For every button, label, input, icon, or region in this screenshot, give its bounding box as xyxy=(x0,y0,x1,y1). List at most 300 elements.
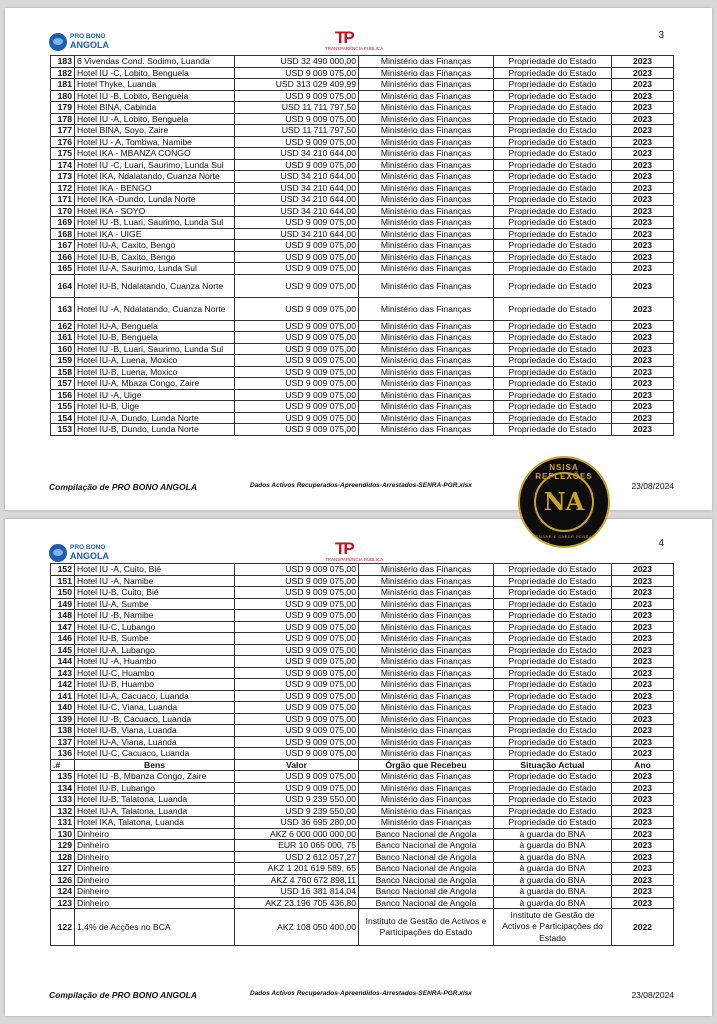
row-year: 2023 xyxy=(612,343,674,355)
row-recipient: Instituto de Gestão de Activos e Participações do Estado xyxy=(359,909,494,946)
row-value: USD 16 381 814,04 xyxy=(235,886,359,898)
row-number: 172 xyxy=(51,182,75,194)
row-number: 181 xyxy=(51,79,75,91)
row-value: AKZ 6 000 000 000,00 xyxy=(235,828,359,840)
row-number: 124 xyxy=(51,886,75,898)
row-status: Propriedade do Estado xyxy=(494,320,612,332)
row-number: 146 xyxy=(51,633,75,645)
row-asset: Dinheiro xyxy=(75,897,235,909)
row-asset: Hotel IKA -Dundo, Lunda Norte xyxy=(75,194,235,206)
table-row xyxy=(51,343,674,355)
logo-line-2: ANGOLA xyxy=(70,40,109,50)
table-row xyxy=(51,610,674,622)
row-number: 169 xyxy=(51,217,75,229)
footer-compilation: Compilação de PRO BONO ANGOLA xyxy=(49,482,197,492)
row-value: USD 9 009 075,00 xyxy=(235,251,359,263)
row-recipient: Ministério das Finanças xyxy=(359,113,494,125)
row-status: Propriedade do Estado xyxy=(494,598,612,610)
row-number: 134 xyxy=(51,782,75,794)
row-number: 161 xyxy=(51,332,75,344)
row-year: 2023 xyxy=(612,79,674,91)
row-number: 128 xyxy=(51,851,75,863)
table-row xyxy=(51,297,674,320)
row-recipient: Ministério das Finanças xyxy=(359,575,494,587)
row-recipient: Ministério das Finanças xyxy=(359,378,494,390)
table-row xyxy=(51,274,674,297)
row-status: Propriedade do Estado xyxy=(494,297,612,320)
row-year: 2023 xyxy=(612,610,674,622)
row-year: 2023 xyxy=(612,713,674,725)
table-row xyxy=(51,205,674,217)
row-asset: Dinheiro xyxy=(75,863,235,875)
row-value: USD 9 009 075,00 xyxy=(235,656,359,668)
row-status: Propriedade do Estado xyxy=(494,113,612,125)
row-recipient: Ministério das Finanças xyxy=(359,102,494,114)
row-number: 141 xyxy=(51,690,75,702)
row-year: 2022 xyxy=(612,909,674,946)
logo-line-1: PRO BONO xyxy=(70,33,106,40)
column-header-row xyxy=(51,759,674,771)
row-value: USD 9 009 075,00 xyxy=(235,355,359,367)
row-recipient: Ministério das Finanças xyxy=(359,667,494,679)
row-number: 174 xyxy=(51,159,75,171)
column-header-number: .# xyxy=(51,759,75,771)
table-row xyxy=(51,748,674,760)
row-asset: Hotel IU-B, Huambo xyxy=(75,679,235,691)
row-number: 164 xyxy=(51,274,75,297)
row-status: Propriedade do Estado xyxy=(494,782,612,794)
row-asset: Hotel IU -B, Luari, Saurimo, Lunda Sul xyxy=(75,217,235,229)
row-asset: Hotel IU-C, Cacuaco, Luanda xyxy=(75,748,235,760)
assets-table-body xyxy=(51,56,674,436)
row-value: USD 9 009 075,00 xyxy=(235,113,359,125)
row-asset: Hotel Thyke, Luanda xyxy=(75,79,235,91)
table-row xyxy=(51,136,674,148)
row-number: 135 xyxy=(51,771,75,783)
row-status: Propriedade do Estado xyxy=(494,564,612,576)
row-status: Propriedade do Estado xyxy=(494,713,612,725)
column-header-bens: Bens xyxy=(75,759,235,771)
row-asset: Hotel IU-B, Viana, Luanda xyxy=(75,725,235,737)
table-row xyxy=(51,125,674,137)
row-year: 2023 xyxy=(612,136,674,148)
seal-subtext: PENSAR E SABER PENSAR xyxy=(532,534,596,539)
table-row xyxy=(51,355,674,367)
footer-date: 23/08/2024 xyxy=(631,481,674,491)
row-asset: Hotel IU-A, Lubango xyxy=(75,644,235,656)
row-number: 123 xyxy=(51,897,75,909)
row-number: 175 xyxy=(51,148,75,160)
row-year: 2023 xyxy=(612,564,674,576)
table-row xyxy=(51,159,674,171)
row-asset: Hotel IU-A, Cacuaco, Luanda xyxy=(75,690,235,702)
row-value: USD 9 239 550,00 xyxy=(235,794,359,806)
row-year: 2023 xyxy=(612,621,674,633)
row-year: 2023 xyxy=(612,412,674,424)
row-year: 2023 xyxy=(612,679,674,691)
row-number: 147 xyxy=(51,621,75,633)
row-value: USD 9 009 075,00 xyxy=(235,621,359,633)
row-asset: Hotel IU-A, Dundo, Lunda Norte xyxy=(75,412,235,424)
row-recipient: Ministério das Finanças xyxy=(359,401,494,413)
row-value: USD 313 029 409,99 xyxy=(235,79,359,91)
table-row xyxy=(51,633,674,645)
table-row xyxy=(51,886,674,898)
row-status: à guarda do BNA xyxy=(494,886,612,898)
table-row xyxy=(51,182,674,194)
row-number: 149 xyxy=(51,598,75,610)
row-recipient: Ministério das Finanças xyxy=(359,564,494,576)
table-row xyxy=(51,840,674,852)
row-status: Propriedade do Estado xyxy=(494,621,612,633)
logo-line-1: PRO BONO xyxy=(70,544,106,551)
row-asset: Hotel IU-B, Cuito, Bié xyxy=(75,587,235,599)
row-recipient: Ministério das Finanças xyxy=(359,713,494,725)
row-status: Propriedade do Estado xyxy=(494,378,612,390)
row-year: 2023 xyxy=(612,598,674,610)
row-status: Propriedade do Estado xyxy=(494,205,612,217)
row-status: Propriedade do Estado xyxy=(494,679,612,691)
row-asset: Hotel IU-A, Viana, Luanda xyxy=(75,736,235,748)
table-row xyxy=(51,863,674,875)
tp-logo-text: TRANSPARÊNCIA PÚBLICA xyxy=(325,557,384,562)
footer-filename: Dados Activos Recuperados-Apreendidos-Arrestados-SENRA-PGR.xlsx xyxy=(250,482,472,489)
row-asset: Hotel IU-B, Ndalatando, Cuanza Norte xyxy=(75,274,235,297)
row-recipient: Ministério das Finanças xyxy=(359,679,494,691)
table-row xyxy=(51,587,674,599)
row-number: 179 xyxy=(51,102,75,114)
table-row xyxy=(51,897,674,909)
row-recipient: Ministério das Finanças xyxy=(359,263,494,275)
row-status: à guarda do BNA xyxy=(494,874,612,886)
row-recipient: Ministério das Finanças xyxy=(359,656,494,668)
row-number: 132 xyxy=(51,805,75,817)
row-year: 2023 xyxy=(612,332,674,344)
row-number: 151 xyxy=(51,575,75,587)
row-value: USD 9 009 075,00 xyxy=(235,263,359,275)
row-asset: Hotel IU -A, Uige xyxy=(75,389,235,401)
table-row xyxy=(51,389,674,401)
row-recipient: Banco Nacional de Angola xyxy=(359,874,494,886)
row-status: à guarda do BNA xyxy=(494,863,612,875)
row-year: 2023 xyxy=(612,702,674,714)
row-recipient: Ministério das Finanças xyxy=(359,794,494,806)
table-row xyxy=(51,575,674,587)
row-number: 138 xyxy=(51,725,75,737)
row-value: AKZ 4 760 672 898,11 xyxy=(235,874,359,886)
row-recipient: Ministério das Finanças xyxy=(359,343,494,355)
table-row xyxy=(51,251,674,263)
row-asset: Hotel IU-B, Dundo, Lunda Norte xyxy=(75,424,235,436)
table-row xyxy=(51,366,674,378)
row-year: 2023 xyxy=(612,56,674,68)
table-row xyxy=(51,805,674,817)
table-row xyxy=(51,194,674,206)
row-year: 2023 xyxy=(612,125,674,137)
assets-table xyxy=(50,563,674,946)
row-status: à guarda do BNA xyxy=(494,897,612,909)
row-value: AKZ 108 050 400,00 xyxy=(235,909,359,946)
row-year: 2023 xyxy=(612,205,674,217)
row-asset: Hotel IU -A, Huambo xyxy=(75,656,235,668)
table-row xyxy=(51,851,674,863)
row-asset: Hotel BINA, Soyo, Zaire xyxy=(75,125,235,137)
row-asset: Hotel IU -C, Lobito, Benguela xyxy=(75,67,235,79)
tp-logo-text: TRANSPARÊNCIA PÚBLICA xyxy=(325,46,384,51)
row-number: 152 xyxy=(51,564,75,576)
row-value: USD 9 009 075,00 xyxy=(235,378,359,390)
row-status: à guarda do BNA xyxy=(494,851,612,863)
table-row xyxy=(51,67,674,79)
row-year: 2023 xyxy=(612,782,674,794)
row-status: Propriedade do Estado xyxy=(494,412,612,424)
assets-table-body xyxy=(51,564,674,760)
row-year: 2023 xyxy=(612,817,674,829)
row-status: Propriedade do Estado xyxy=(494,67,612,79)
row-status: Propriedade do Estado xyxy=(494,424,612,436)
table-row xyxy=(51,378,674,390)
row-status: Propriedade do Estado xyxy=(494,771,612,783)
table-row xyxy=(51,320,674,332)
row-value: USD 9 009 075,00 xyxy=(235,401,359,413)
table-row xyxy=(51,263,674,275)
row-recipient: Ministério das Finanças xyxy=(359,297,494,320)
row-year: 2023 xyxy=(612,874,674,886)
row-number: 153 xyxy=(51,424,75,436)
row-year: 2023 xyxy=(612,794,674,806)
table-row xyxy=(51,874,674,886)
row-value: USD 34 210 644,00 xyxy=(235,171,359,183)
table-row xyxy=(51,401,674,413)
row-value: USD 32 490 000,00 xyxy=(235,56,359,68)
row-year: 2023 xyxy=(612,90,674,102)
transparencia-publica-logo xyxy=(325,28,395,54)
transparencia-publica-logo xyxy=(325,539,395,565)
row-number: 170 xyxy=(51,205,75,217)
table-row xyxy=(51,90,674,102)
footer-date: 23/08/2024 xyxy=(631,990,674,1000)
row-value: USD 9 009 075,00 xyxy=(235,575,359,587)
row-recipient: Ministério das Finanças xyxy=(359,702,494,714)
row-number: 177 xyxy=(51,125,75,137)
row-value: USD 9 009 075,00 xyxy=(235,713,359,725)
table-row xyxy=(51,679,674,691)
row-number: 131 xyxy=(51,817,75,829)
table-row xyxy=(51,332,674,344)
row-year: 2023 xyxy=(612,840,674,852)
row-value: USD 9 009 075,00 xyxy=(235,343,359,355)
table-row xyxy=(51,113,674,125)
table-row xyxy=(51,794,674,806)
row-asset: Hotel IU -B, Lobito, Benguela xyxy=(75,90,235,102)
row-asset: Hotel IU-A, Saurimo, Lunda Sul xyxy=(75,263,235,275)
row-asset: Hotel IU-C, Lubango xyxy=(75,621,235,633)
row-recipient: Ministério das Finanças xyxy=(359,251,494,263)
table-row xyxy=(51,782,674,794)
row-year: 2023 xyxy=(612,263,674,275)
row-asset: Hotel IU -A, Lobito, Benguela xyxy=(75,113,235,125)
row-status: Propriedade do Estado xyxy=(494,366,612,378)
row-recipient: Ministério das Finanças xyxy=(359,159,494,171)
row-recipient: Ministério das Finanças xyxy=(359,610,494,622)
row-year: 2023 xyxy=(612,633,674,645)
row-value: USD 9 009 075,00 xyxy=(235,633,359,645)
row-number: 140 xyxy=(51,702,75,714)
table-row xyxy=(51,690,674,702)
row-value: USD 9 009 075,00 xyxy=(235,564,359,576)
row-asset: Hotel IU -C, Luari, Saurimo, Lunda Sul xyxy=(75,159,235,171)
row-recipient: Banco Nacional de Angola xyxy=(359,886,494,898)
row-recipient: Ministério das Finanças xyxy=(359,182,494,194)
row-recipient: Ministério das Finanças xyxy=(359,598,494,610)
row-year: 2023 xyxy=(612,690,674,702)
row-value: USD 9 009 075,00 xyxy=(235,366,359,378)
row-year: 2023 xyxy=(612,228,674,240)
row-value: USD 34 210 644,00 xyxy=(235,194,359,206)
row-recipient: Ministério das Finanças xyxy=(359,621,494,633)
row-number: 178 xyxy=(51,113,75,125)
table-row xyxy=(51,909,674,946)
assets-table xyxy=(50,55,674,436)
row-number: 130 xyxy=(51,828,75,840)
table-row xyxy=(51,148,674,160)
row-value: USD 9 009 075,00 xyxy=(235,240,359,252)
row-recipient: Ministério das Finanças xyxy=(359,412,494,424)
row-year: 2023 xyxy=(612,644,674,656)
row-recipient: Ministério das Finanças xyxy=(359,355,494,367)
row-asset: Hotel IU-A, Talatona, Luanda xyxy=(75,805,235,817)
row-asset: Dinheiro xyxy=(75,851,235,863)
table-row xyxy=(51,412,674,424)
pro-bono-angola-logo xyxy=(49,541,139,565)
row-value: USD 2 612 057,27 xyxy=(235,851,359,863)
assets-table-last xyxy=(51,909,674,946)
row-value: USD 9 009 075,00 xyxy=(235,67,359,79)
row-value: USD 9 009 075,00 xyxy=(235,90,359,102)
row-recipient: Ministério das Finanças xyxy=(359,748,494,760)
row-value: USD 36 695 280,00 xyxy=(235,817,359,829)
logo-line-2: ANGOLA xyxy=(70,551,109,561)
table-row xyxy=(51,424,674,436)
row-asset: Hotel IU-B, Talatona, Luanda xyxy=(75,794,235,806)
row-status: Propriedade do Estado xyxy=(494,587,612,599)
row-recipient: Banco Nacional de Angola xyxy=(359,851,494,863)
row-asset: Hotel BINA, Cabinda xyxy=(75,102,235,114)
row-number: 173 xyxy=(51,171,75,183)
row-status: Propriedade do Estado xyxy=(494,401,612,413)
row-value: USD 9 009 075,00 xyxy=(235,690,359,702)
row-year: 2023 xyxy=(612,148,674,160)
row-status: Propriedade do Estado xyxy=(494,725,612,737)
row-value: USD 9 009 075,00 xyxy=(235,610,359,622)
row-asset: Hotel IU-B, Sumbe xyxy=(75,633,235,645)
row-asset: Hotel IU-B, Uige xyxy=(75,401,235,413)
row-status: Propriedade do Estado xyxy=(494,102,612,114)
document-page-3 xyxy=(5,8,712,510)
row-recipient: Ministério das Finanças xyxy=(359,782,494,794)
row-value: AKZ 1 201 619 589, 65 xyxy=(235,863,359,875)
row-recipient: Ministério das Finanças xyxy=(359,125,494,137)
row-recipient: Ministério das Finanças xyxy=(359,79,494,91)
row-recipient: Ministério das Finanças xyxy=(359,67,494,79)
row-asset: Hotel IU -B, Namibe xyxy=(75,610,235,622)
row-year: 2023 xyxy=(612,355,674,367)
row-asset: Hotel IU -B, Mbanza Congo, Zaire xyxy=(75,771,235,783)
row-recipient: Ministério das Finanças xyxy=(359,194,494,206)
row-value: USD 9 009 075,00 xyxy=(235,424,359,436)
row-asset: Hotel IU-A, Benguela xyxy=(75,320,235,332)
row-recipient: Ministério das Finanças xyxy=(359,805,494,817)
row-status: Propriedade do Estado xyxy=(494,343,612,355)
row-number: 145 xyxy=(51,644,75,656)
row-year: 2023 xyxy=(612,771,674,783)
row-recipient: Ministério das Finanças xyxy=(359,228,494,240)
table-row xyxy=(51,828,674,840)
row-status: Propriedade do Estado xyxy=(494,794,612,806)
row-value: USD 9 239 550,00 xyxy=(235,805,359,817)
row-asset: Hotel IKA - MBANZA CONGO xyxy=(75,148,235,160)
row-year: 2023 xyxy=(612,378,674,390)
row-value: USD 9 009 075,00 xyxy=(235,320,359,332)
row-value: USD 34 210 644,00 xyxy=(235,182,359,194)
column-header-orgao: Órgão que Recebeu xyxy=(359,759,494,771)
row-recipient: Ministério das Finanças xyxy=(359,644,494,656)
row-status: Propriedade do Estado xyxy=(494,125,612,137)
row-value: USD 9 009 075,00 xyxy=(235,332,359,344)
seal-monogram: NA xyxy=(543,487,585,516)
table-row xyxy=(51,598,674,610)
row-value: USD 9 009 075,00 xyxy=(235,136,359,148)
table-row xyxy=(51,736,674,748)
row-year: 2023 xyxy=(612,217,674,229)
table-row xyxy=(51,564,674,576)
row-recipient: Ministério das Finanças xyxy=(359,240,494,252)
row-value: USD 9 009 075,00 xyxy=(235,587,359,599)
row-value: USD 9 009 075,00 xyxy=(235,748,359,760)
row-year: 2023 xyxy=(612,67,674,79)
row-number: 154 xyxy=(51,412,75,424)
row-recipient: Ministério das Finanças xyxy=(359,424,494,436)
row-asset: Hotel IU-A, Luena, Moxico xyxy=(75,355,235,367)
table-row xyxy=(51,56,674,68)
row-value: USD 11 711 797,50 xyxy=(235,102,359,114)
row-status: Propriedade do Estado xyxy=(494,817,612,829)
row-asset: Hotel IU -B, Cacuaco, Luanda xyxy=(75,713,235,725)
row-recipient: Ministério das Finanças xyxy=(359,274,494,297)
row-status: Propriedade do Estado xyxy=(494,228,612,240)
row-value: USD 9 009 075,00 xyxy=(235,702,359,714)
row-number: 139 xyxy=(51,713,75,725)
table-row xyxy=(51,644,674,656)
row-asset: Hotel IU-B, Lubango xyxy=(75,782,235,794)
row-year: 2023 xyxy=(612,805,674,817)
row-status: Propriedade do Estado xyxy=(494,56,612,68)
row-status: Propriedade do Estado xyxy=(494,136,612,148)
row-number: 122 xyxy=(51,909,75,946)
table-row xyxy=(51,771,674,783)
row-number: 127 xyxy=(51,863,75,875)
row-number: 176 xyxy=(51,136,75,148)
row-value: AKZ 23.196 705 436,80 xyxy=(235,897,359,909)
row-recipient: Banco Nacional de Angola xyxy=(359,863,494,875)
row-recipient: Ministério das Finanças xyxy=(359,389,494,401)
row-year: 2023 xyxy=(612,863,674,875)
row-status: Propriedade do Estado xyxy=(494,194,612,206)
row-recipient: Ministério das Finanças xyxy=(359,148,494,160)
nsisa-reflexoes-seal xyxy=(518,456,610,548)
row-value: USD 9 009 075,00 xyxy=(235,274,359,297)
row-status: Propriedade do Estado xyxy=(494,159,612,171)
